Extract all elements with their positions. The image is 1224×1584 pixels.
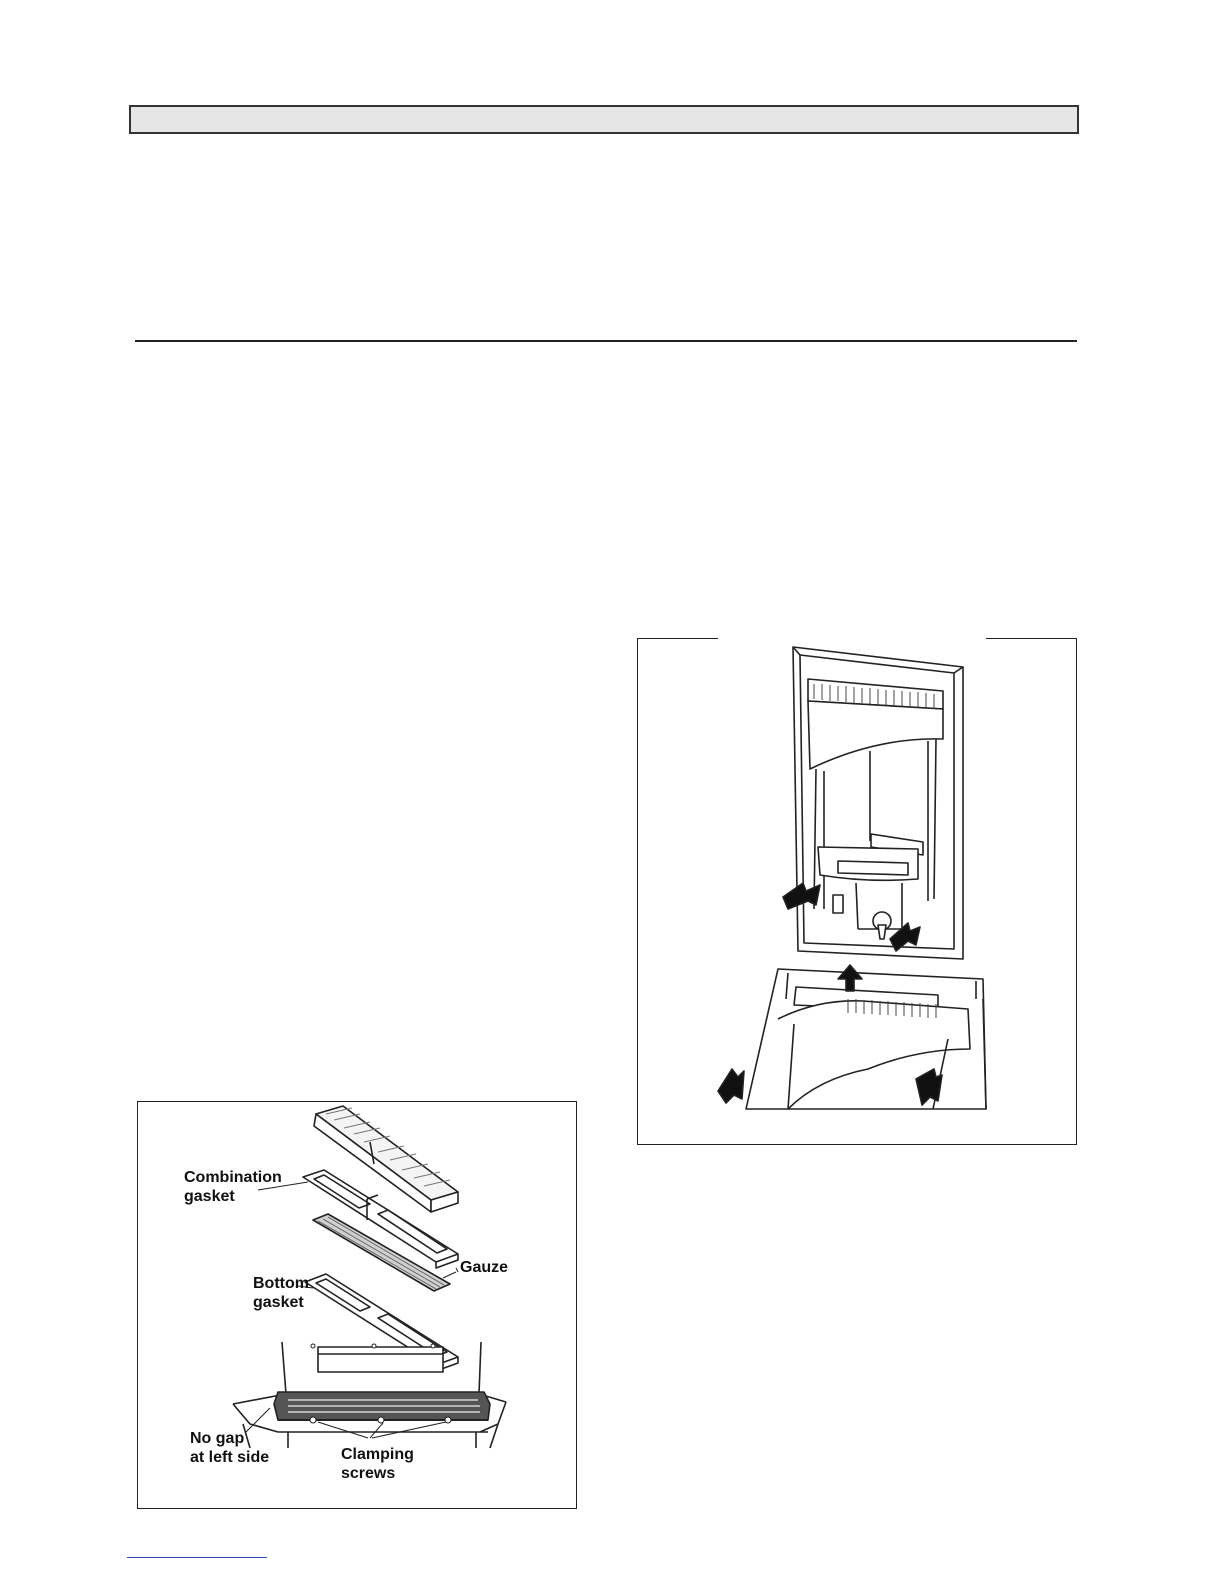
- arrow-left-lower: [718, 1069, 744, 1103]
- fire-front-figure-panel: [637, 638, 1077, 1145]
- no-gap-label: No gap at left side: [190, 1430, 270, 1466]
- fuel-bed-pad: [314, 1106, 458, 1212]
- gauze-label: Gauze: [460, 1259, 509, 1276]
- burner-tray: [233, 1342, 506, 1448]
- gasket-figure-panel: [137, 1101, 577, 1509]
- combination-gasket-label: Combination gasket: [184, 1169, 282, 1205]
- section-divider: [135, 340, 1077, 342]
- fire-unit-lower: [746, 969, 986, 1109]
- section-header-bar: [129, 105, 1079, 134]
- clamping-screws-label: Clamping screws: [341, 1446, 414, 1482]
- footer-link-underline: [127, 1557, 267, 1558]
- bottom-gasket-label: Bottom gasket: [253, 1275, 309, 1311]
- fire-front-illustration: [638, 639, 1078, 1146]
